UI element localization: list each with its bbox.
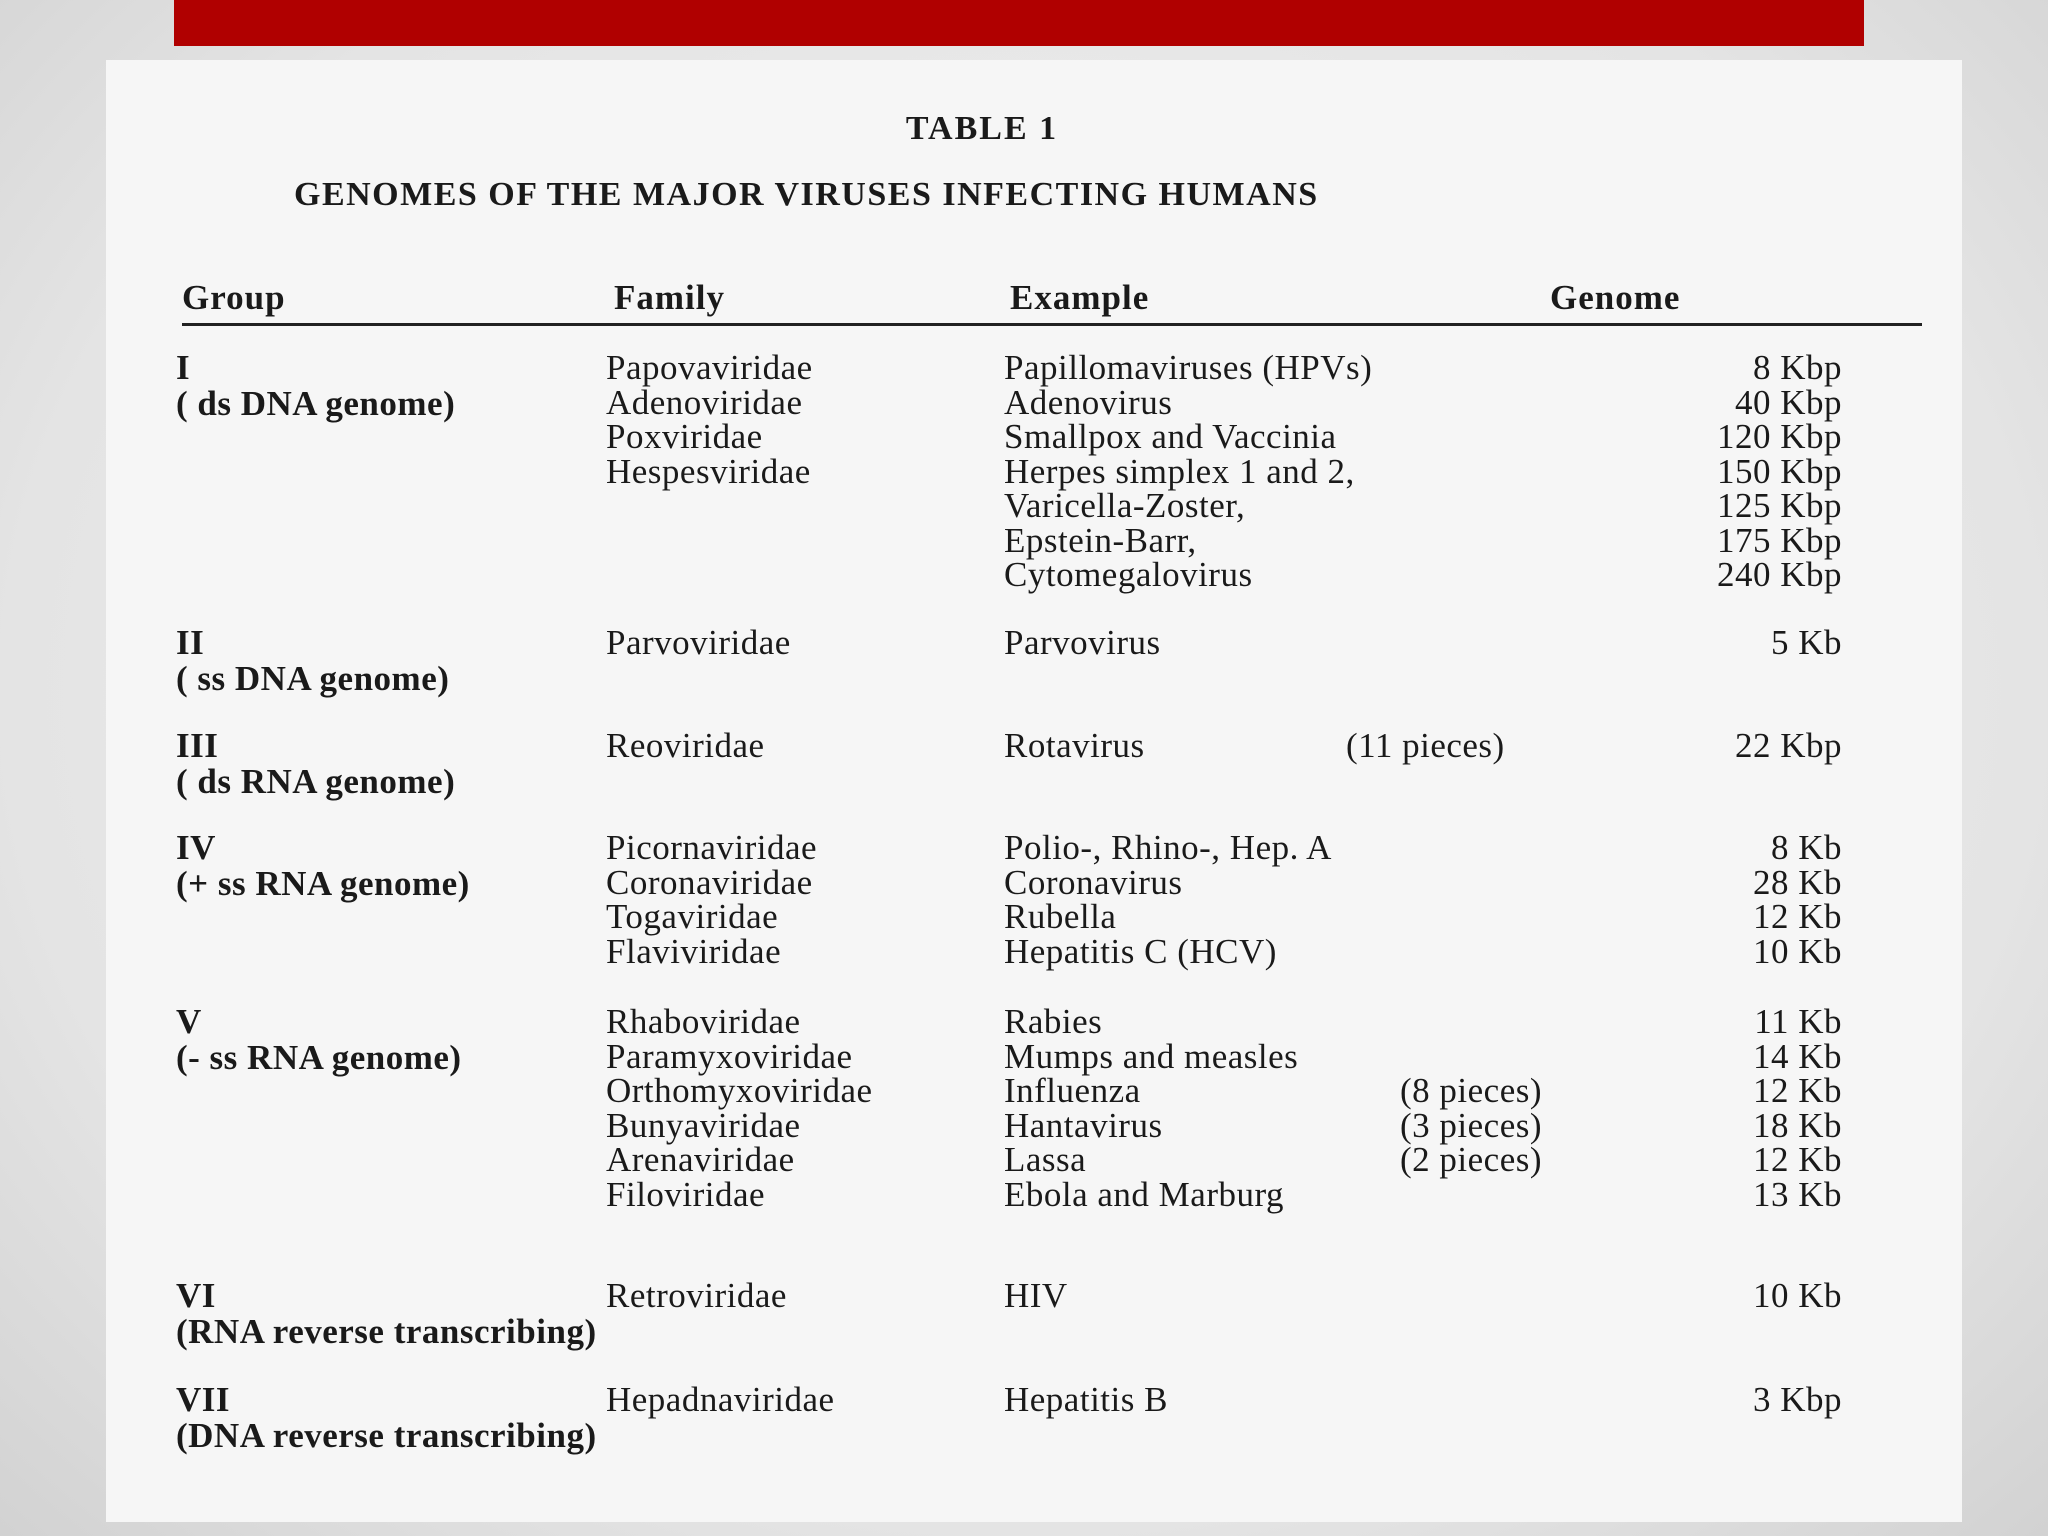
column-header-family: Family [614,278,725,317]
genome-cell: 5 Kb [1770,623,1842,662]
family-cell: Coronaviridae [606,862,813,902]
family-cell: Orthomyxoviridae [606,1071,873,1110]
family-cell: Paramyxoviridae [606,1036,853,1076]
family-cell: Hepadnaviridae [606,1380,835,1419]
example-cell: Polio-, Rhino-, Hep. A [1004,828,1332,867]
example-cell: Influenza [1004,1071,1141,1110]
group-numeral: VI [176,1276,216,1315]
group-genome-type: ( ds RNA genome) [176,762,456,801]
family-cell: Arenaviridae [606,1140,795,1179]
genome-cell: 14 Kb [1752,1036,1842,1076]
pieces-cell: (2 pieces) [1400,1140,1543,1179]
example-cell: Ebola and Marburg [1004,1174,1285,1214]
group-numeral: II [176,623,205,662]
example-cell: Hepatitis B [1004,1380,1168,1419]
group-genome-type: (RNA reverse transcribing) [176,1312,597,1351]
genome-cell: 10 Kb [1752,931,1842,971]
example-cell: Hepatitis C (HCV) [1004,931,1277,971]
group-genome-type: ( ds DNA genome) [176,384,456,423]
genome-cell: 8 Kb [1770,828,1842,867]
family-cell: Filoviridae [606,1174,766,1214]
example-cell: Rotavirus [1004,726,1145,765]
genome-cell: 120 Kbp [1716,417,1842,456]
group-numeral: VII [176,1380,231,1419]
header-rule [182,323,1922,326]
genome-cell: 12 Kb [1752,897,1842,936]
genome-cell: 22 Kbp [1734,726,1842,765]
example-cell: Varicella-Zoster, [1004,486,1246,525]
example-cell: Rabies [1004,1002,1103,1041]
family-cell: Reoviridae [606,726,765,765]
example-cell: Parvovirus [1004,623,1161,662]
genome-cell: 28 Kb [1752,862,1842,902]
genome-cell: 12 Kb [1752,1071,1842,1110]
example-cell: HIV [1004,1276,1068,1315]
example-cell: Rubella [1004,897,1117,936]
example-cell: Papillomaviruses (HPVs) [1004,348,1373,387]
genome-cell: 175 Kbp [1716,520,1842,560]
family-cell: Parvoviridae [606,623,791,662]
example-cell: Epstein-Barr, [1004,520,1197,560]
example-cell: Smallpox and Vaccinia [1004,417,1337,456]
genome-cell: 125 Kbp [1716,486,1842,525]
family-cell: Bunyaviridae [606,1105,801,1145]
example-cell: Adenovirus [1004,382,1173,422]
column-header-example: Example [1010,278,1150,317]
family-cell: Picornaviridae [606,828,818,867]
column-header-genome: Genome [1550,278,1681,317]
genome-cell: 240 Kbp [1716,555,1842,594]
genome-cell: 11 Kb [1754,1002,1842,1041]
family-cell: Adenoviridae [606,382,803,422]
genome-cell: 10 Kb [1752,1276,1842,1315]
family-cell: Hespesviridae [606,451,811,491]
example-cell: Lassa [1004,1140,1087,1179]
family-cell: Papovaviridae [606,348,813,387]
example-cell: Herpes simplex 1 and 2, [1004,451,1355,491]
group-numeral: IV [176,828,216,867]
table-title: GENOMES OF THE MAJOR VIRUSES INFECTING HUMANS [294,176,1319,213]
pieces-cell: (3 pieces) [1400,1105,1543,1145]
group-genome-type: (DNA reverse transcribing) [176,1416,597,1455]
genome-cell: 3 Kbp [1752,1380,1842,1419]
example-cell: Mumps and measles [1004,1036,1299,1076]
genome-cell: 8 Kbp [1752,348,1842,387]
genome-cell: 40 Kbp [1734,382,1842,422]
scanned-table-image [106,60,1962,1522]
group-genome-type: (+ ss RNA genome) [176,864,470,903]
family-cell: Poxviridae [606,417,763,456]
genome-cell: 12 Kb [1752,1140,1842,1179]
genome-cell: 13 Kb [1752,1174,1842,1214]
family-cell: Retroviridae [606,1276,787,1315]
genome-cell: 18 Kb [1752,1105,1842,1145]
group-numeral: I [176,348,191,387]
example-cell: Cytomegalovirus [1004,555,1253,594]
table-number: TABLE 1 [905,110,1059,147]
pieces-cell: (11 pieces) [1346,726,1505,765]
example-cell: Hantavirus [1004,1105,1163,1145]
column-header-group: Group [182,278,286,317]
family-cell: Togaviridae [606,897,779,936]
family-cell: Rhaboviridae [606,1002,801,1041]
title-accent-bar [174,0,1864,46]
group-genome-type: (- ss RNA genome) [176,1038,462,1077]
example-cell: Coronavirus [1004,862,1183,902]
genome-cell: 150 Kbp [1716,451,1842,491]
family-cell: Flaviviridae [606,931,782,971]
pieces-cell: (8 pieces) [1400,1071,1543,1110]
group-numeral: III [176,726,219,765]
group-genome-type: ( ss DNA genome) [176,659,450,698]
group-numeral: V [176,1002,202,1041]
